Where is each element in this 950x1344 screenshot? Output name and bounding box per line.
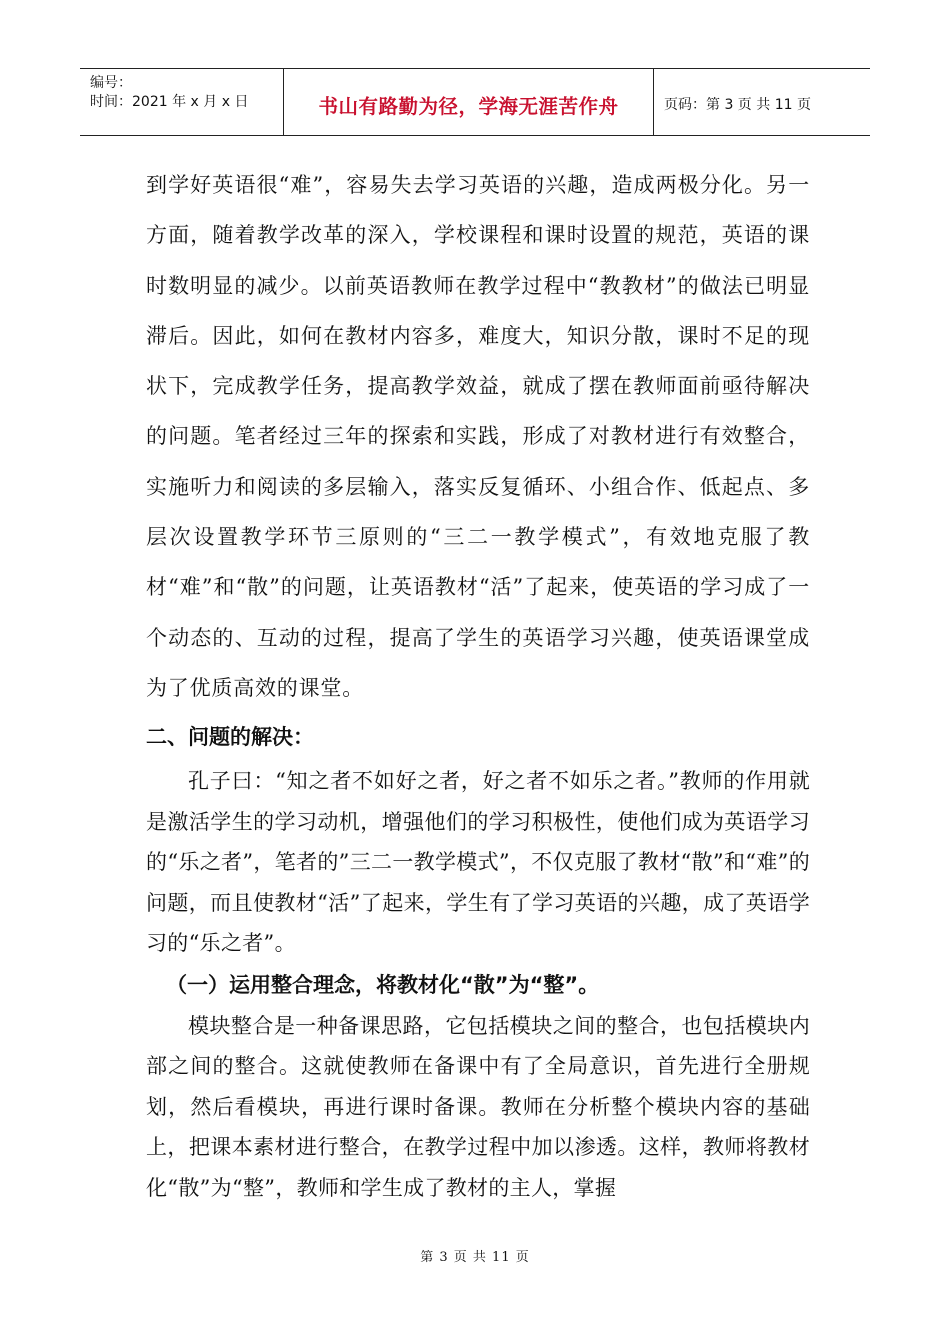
header-motto-cell: [284, 69, 654, 135]
page-info: 页码：第 3 页 共 11 页: [664, 97, 811, 113]
document-body: [146, 160, 810, 1208]
number-label: 编号：: [90, 75, 132, 91]
header-page-cell: [654, 69, 870, 135]
header-meta-cell: [80, 69, 284, 135]
subsection-heading: （一）运用整合理念，将教材化“散”为“整”。: [166, 972, 600, 997]
document-header: [80, 68, 870, 136]
body-paragraph: 到学好英语很“难”，容易失去学习英语的兴趣，造成两极分化。另一方面，随着教学改革的深入，学校课程和课时设置的规范，英语的课时数明显的减少。以前英语教师在教学过程中“教教材”的做法已明显滞后。因此，如何在教材内容多，难度大，知识分散，课时不足的现状下，完成教学任务，提高教学效益，就成了摆在教师面前亟待解决的问题。笔者经过三年的探索和实践，形成了对教材进行有效整合，实施听力和阅读的多层输入，落实反复循环、小组合作、低起点、多层次设置教学环节三原则的“三二一教学模式”，有效地克服了教材“难”和“散”的问题，让英语教材“活”了起来，使英语的学习成了一个动态的、互动的过程，提高了学生的英语学习兴趣，使英语课堂成为了优质高效的课堂。: [146, 173, 810, 700]
body-paragraph: 模块整合是一种备课思路，它包括模块之间的整合，也包括模块内部之间的整合。这就使教师在备课中有了全局意识，首先进行全册规划，然后看模块，再进行课时备课。教师在分析整个模块内容的基础上，把课本素材进行整合，在教学过程中加以渗透。这样，教师将教材化“散”为“整”，教师和学生成了教材的主人，掌握: [146, 1013, 810, 1200]
page-footer: 第 3 页 共 11 页: [420, 1250, 530, 1265]
time-label: 时间：2021 年 x 月 x 日: [90, 94, 249, 110]
body-paragraph: 孔子曰：“知之者不如好之者，好之者不如乐之者。”教师的作用就是激活学生的学习动机，增强他们的学习积极性，使他们成为英语学习的“乐之者”，笔者的”三二一教学模式”，不仅克服了教材“散”和“难”的问题，而且使教材“活”了起来，学生有了学习英语的兴趣，成了英语学习的“乐之者”。: [146, 769, 810, 956]
section-heading: 二、问题的解决：: [146, 725, 314, 750]
motto-text: 书山有路勤为径，学海无涯苦作舟: [318, 95, 619, 118]
